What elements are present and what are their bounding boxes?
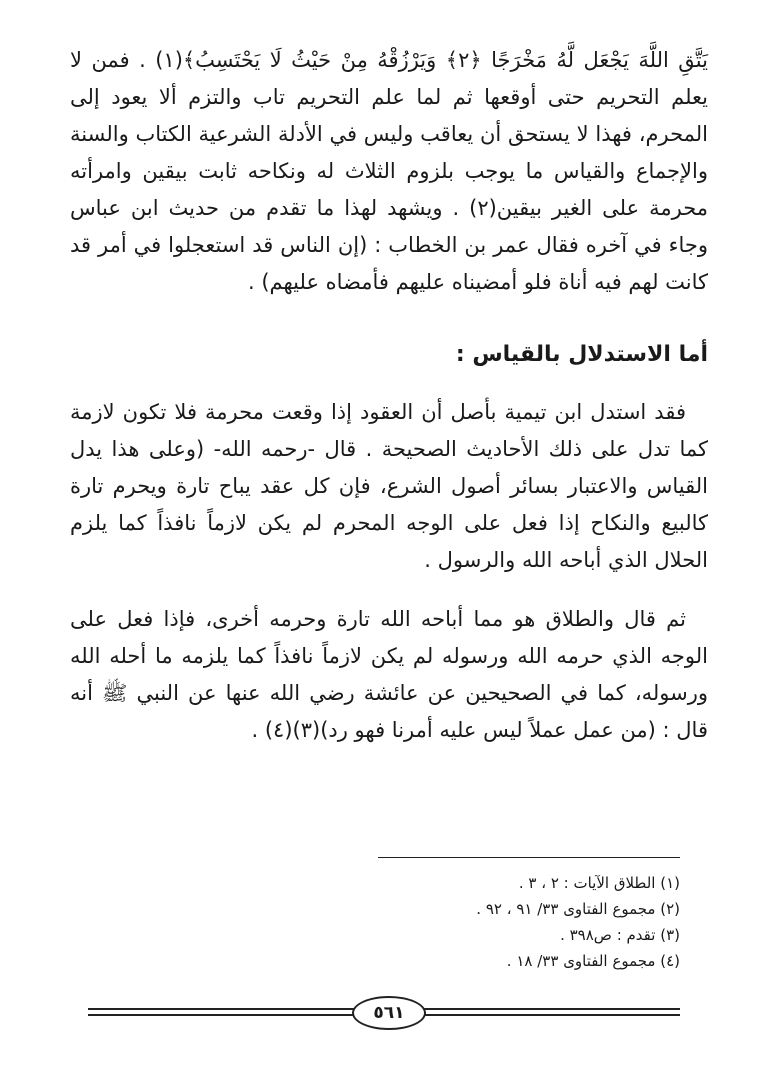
section-heading-qiyas: أما الاستدلال بالقياس : xyxy=(455,342,708,367)
footnote-3: (٣) تقدم : ص٣٩٨ . xyxy=(560,926,680,944)
body-paragraph-1: يَتَّقِ اللَّهَ يَجْعَل لَّهُ مَخْرَجًا ﴿٢﴾ وَيَرْزُقْهُ مِنْ حَيْثُ لَا يَحْتَسِبُ﴾(١) . فمن لا يعلم التحريم حتى أوقعها ثم لما علم التحريم تاب والتزم ألا يعود إلى المحرم، فهذا لا يستحق أن يعاقب وليس في الأدلة الشرعية الكتاب والسنة والإجماع والقياس ما يوجب بلزوم الثلاث له ونكاحه ثابت بيقين وامرأته محرمة على الغير بيقين(٢) . ويشهد لهذا ما تقدم من حديث ابن عباس وجاء في آخره فقال عمر بن الخطاب : (إن الناس قد استعجلوا في أمر قد كانت لهم فيه أناة فلو أمضيناه عليهم فأمضاه عليهم) . xyxy=(70,48,708,294)
footnote-4: (٤) مجموع الفتاوى ٣٣/ ١٨ . xyxy=(506,952,680,970)
footnote-1: (١) الطلاق الآيات : ٢ ، ٣ . xyxy=(518,874,680,892)
footnote-divider xyxy=(378,857,680,858)
page-number-badge: ٥٦١ xyxy=(352,996,426,1030)
body-paragraph-2: فقد استدل ابن تيمية بأصل أن العقود إذا وقعت محرمة فلا تكون لازمة كما تدل على ذلك الأحاديث الصحيحة . قال -رحمه الله- (وعلى هذا يدل القياس والاعتبار بسائر أصول الشرع، فإن كل عقد يباح تارة ويحرم تارة كالبيع والنكاح إذا فعل على الوجه المحرم لم يكن لازماً نافذاً كما يلزم الحلال الذي أباحه الله والرسول . xyxy=(70,400,708,572)
footnotes-list xyxy=(180,870,680,974)
footnote-2: (٢) مجموع الفتاوى ٣٣/ ٩١ ، ٩٢ . xyxy=(476,900,680,918)
body-paragraph-3: ثم قال والطلاق هو مما أباحه الله تارة وحرمه أخرى، فإذا فعل على الوجه الذي حرمه الله ورسوله لم يكن لازماً نافذاً كما يلزمه ما أحله الله ورسوله، كما في الصحيحين عن عائشة رضي الله عنها عن النبي ﷺ أنه قال : (من عمل عملاً ليس عليه أمرنا فهو رد)(٣)(٤) . xyxy=(70,607,708,742)
